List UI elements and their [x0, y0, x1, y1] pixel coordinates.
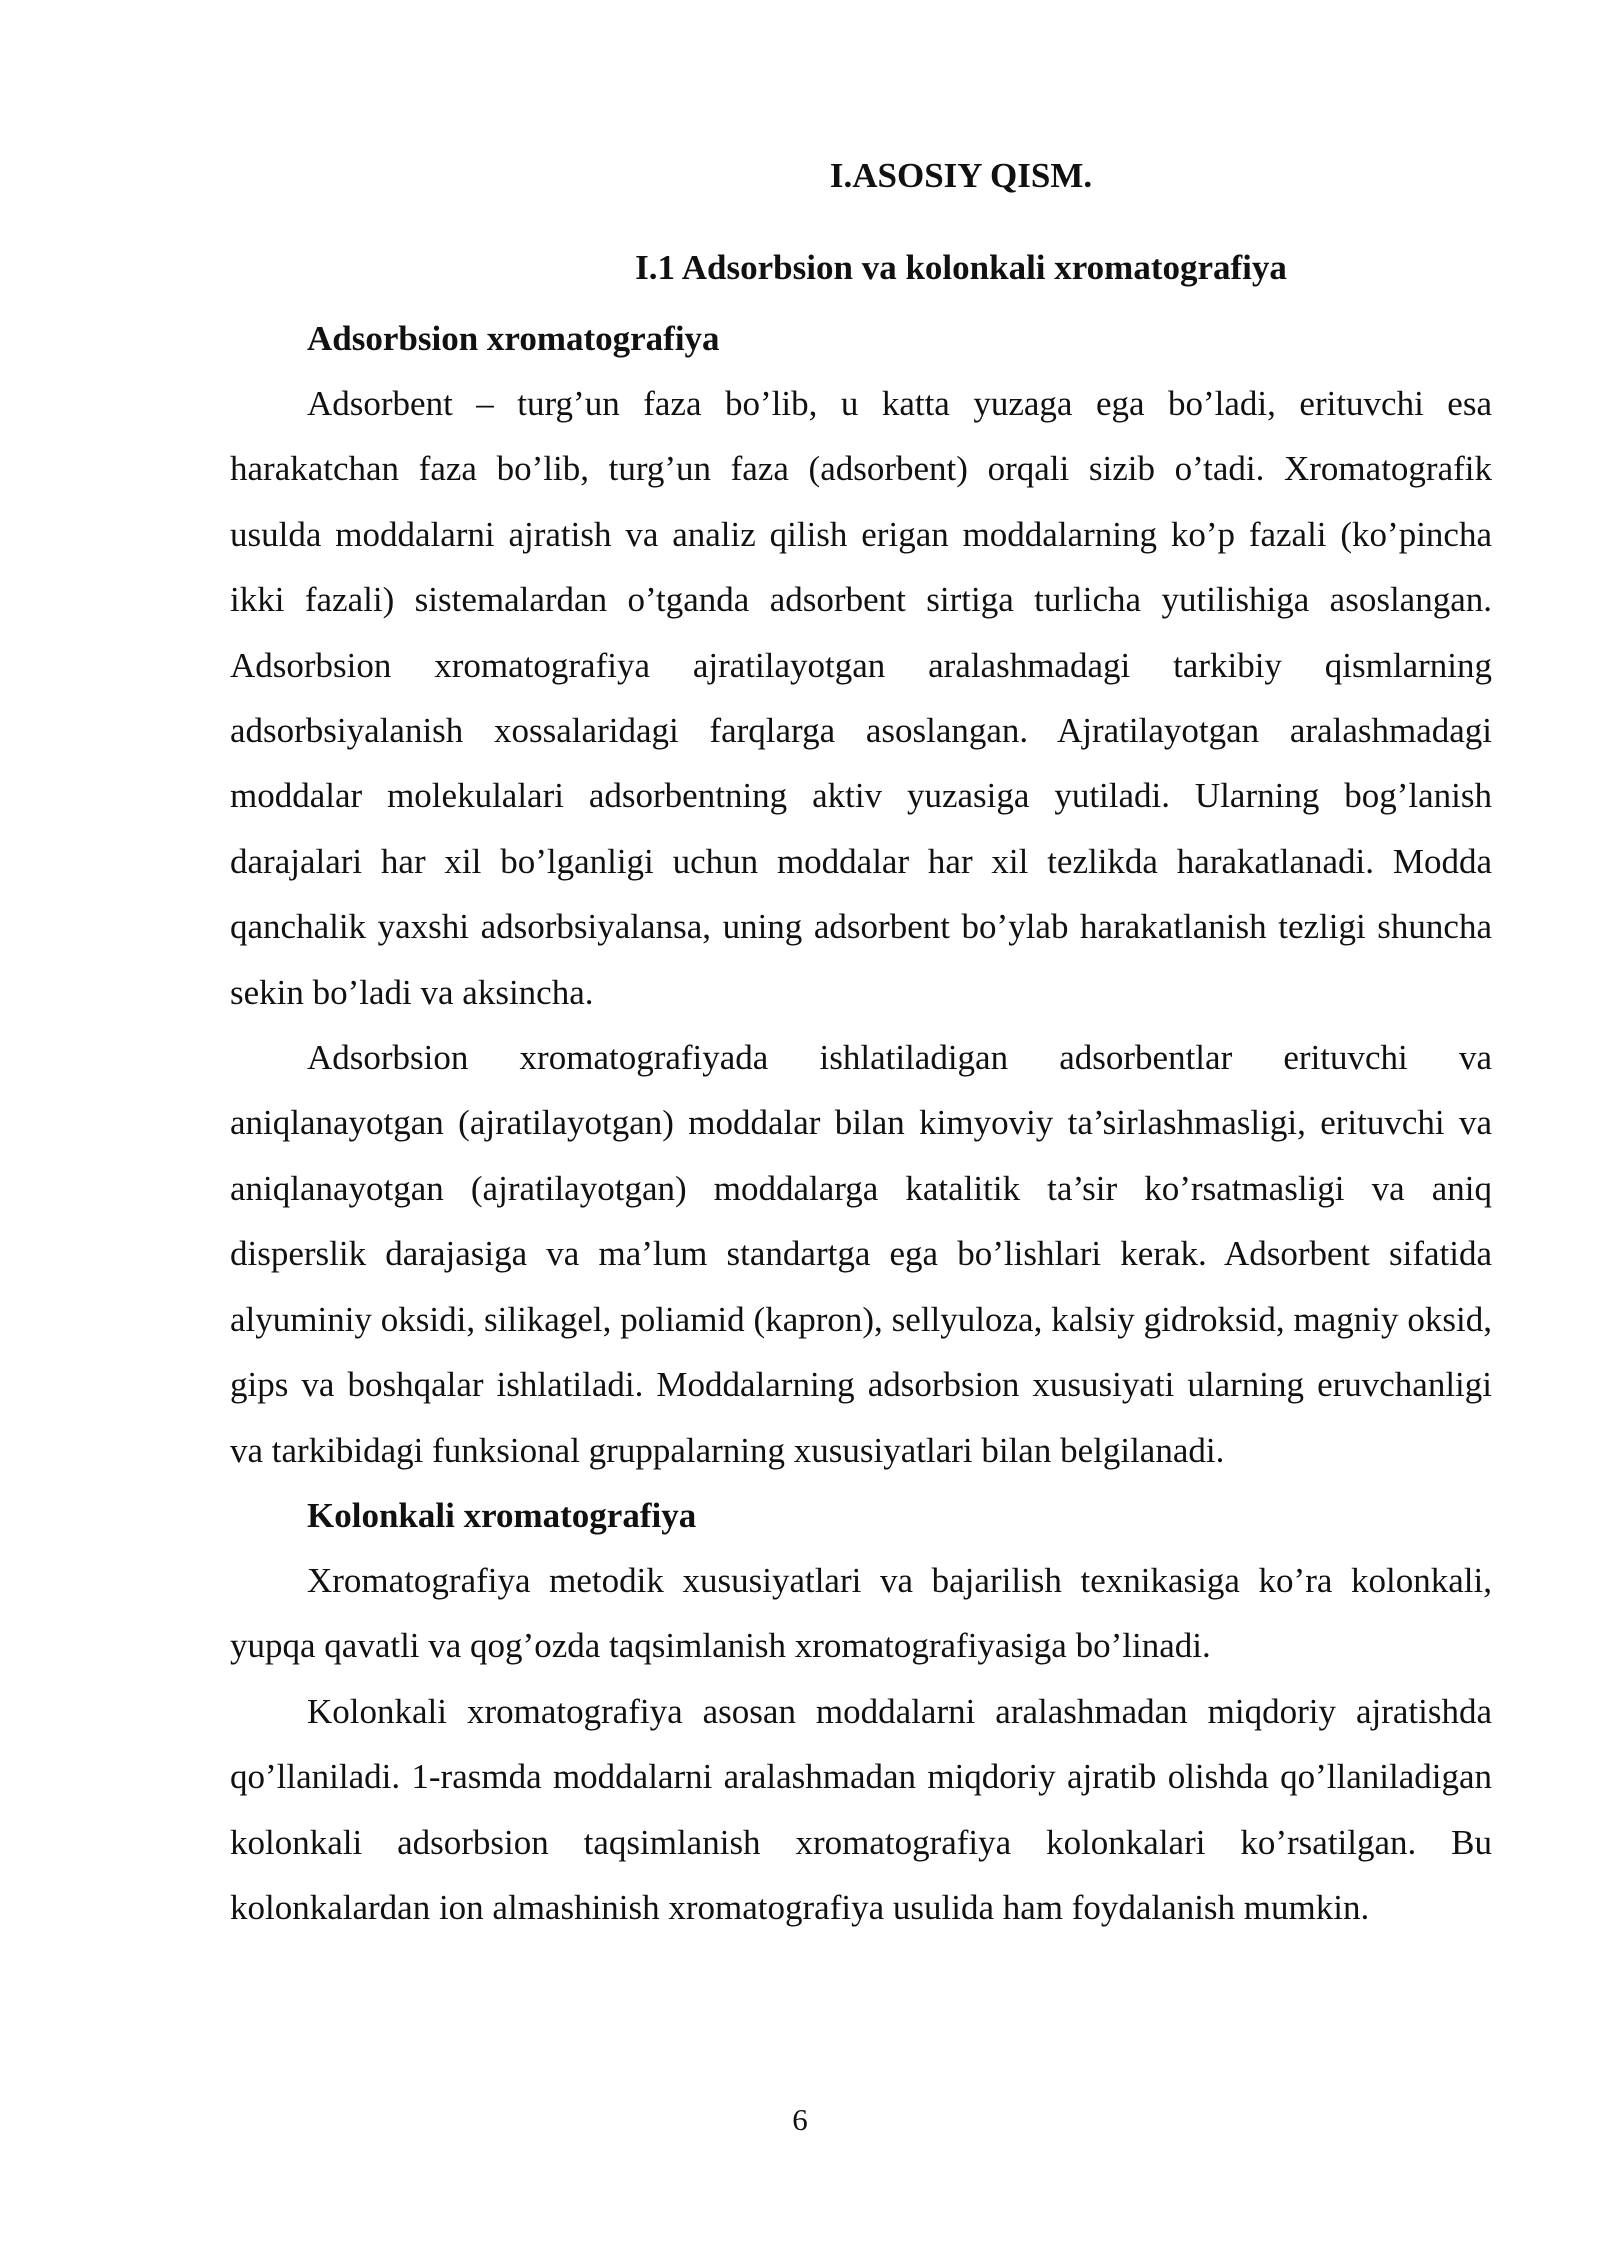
subsection-title-adsorbsion: Adsorbsion xromatografiya	[307, 319, 720, 358]
paragraph: Adsorbsion xromatografiyada ishlatiladigan adsorbentlar erituvchi va aniqlanayotgan (ajratilayotgan) moddalar bilan kimyoviy ta’sirlashmasligi, erituvchi va aniqlanayotgan (ajratilayotgan) moddalarga katalitik ta’sir ko’rsatmasligi va aniq disperslik darajasiga va ma’lum standartga ega bo’lishlari kerak. Adsorbent sifatida alyuminiy oksidi, silikagel, poliamid (kapron), sellyuloza, kalsiy gidroksid, magniy oksid, gips va boshqalar ishlatiladi. Moddalarning adsorbsion xususiyati ularning eruvchanligi va tarkibidagi funksional gruppalarning xususiyatlari bilan belgilanadi.	[230, 1038, 1492, 1470]
document-page	[230, 150, 1492, 1940]
page-number: 6	[792, 2102, 808, 2137]
paragraph: Xromatografiya metodik xususiyatlari va bajarilish texnikasiga ko’ra kolonkali, yupqa qavatli va qog’ozda taqsimlanish xromatografiyasiga bo’linadi.	[230, 1560, 1492, 1666]
chapter-title: I.ASOSIY QISM.	[829, 156, 1093, 195]
section-title: I.1 Adsorbsion va kolonkali xromatografiya	[635, 248, 1287, 287]
paragraph: Adsorbent – turg’un faza bo’lib, u katta yuzaga ega bo’ladi, erituvchi esa harakatchan faza bo’lib, turg’un faza (adsorbent) orqali sizib o’tadi. Xromatografik usulda moddalarni ajratish va analiz qilish erigan moddalarning ko’p fazali (ko’pincha ikki fazali) sistemalardan o’tganda adsorbent sirtiga turlicha yutilishiga asoslangan. Adsorbsion xromatografiya ajratilayotgan aralashmadagi tarkibiy qismlarning adsorbsiyalanish xossalaridagi farqlarga asoslangan. Ajratilayotgan aralashmadagi moddalar molekulalari adsorbentning aktiv yuzasiga yutiladi. Ularning bog’lanish darajalari har xil bo’lganligi uchun moddalar har xil tezlikda harakatlanadi. Modda qanchalik yaxshi adsorbsiyalansa, uning adsorbent bo’ylab harakatlanish tezligi shuncha sekin bo’ladi va aksincha.	[230, 384, 1492, 1012]
subsection-title-kolonkali: Kolonkali xromatografiya	[307, 1495, 697, 1535]
paragraph: Kolonkali xromatografiya asosan moddalarni aralashmadan miqdoriy ajratishda qo’llaniladi. 1-rasmda moddalarni aralashmadan miqdoriy ajratib olishda qo’llaniladigan kolonkali adsorbsion taqsimlanish xromatografiya kolonkalari ko’rsatilgan. Bu kolonkalardan ion almashinish xromatografiya usulida ham foydalanish mumkin.	[230, 1691, 1492, 1927]
